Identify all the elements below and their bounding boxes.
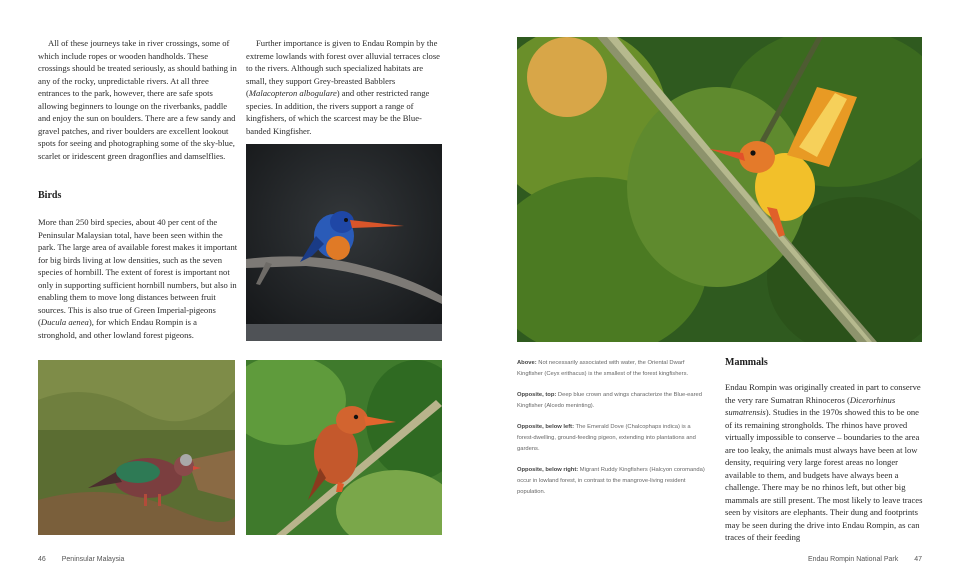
caption-below-left-text: The Emerald Dove (Chalcophaps indica) is a forest-dwelling, ground-feeding pigeon, extending into plantations and gardens.	[517, 424, 696, 452]
left-footer	[38, 556, 238, 563]
col2-text-italic: Malacopteron albogulare	[248, 88, 337, 98]
oriental-dwarf-kingfisher-photo	[517, 37, 922, 342]
caption-below-right-text: Migrant Ruddy Kingfishers (Halcyon coromanda) occur in lowland forest, in contrast to the mangrove-living resident population.	[517, 467, 705, 495]
mammals-heading: Mammals	[725, 357, 768, 368]
caption-opposite-below-right	[517, 465, 707, 498]
mammals-text-a: Endau Rompin was originally created in part to conserve the very rare Sumatran Rhinoceros (	[725, 382, 921, 405]
col1-paragraph: All of these journeys take in river crossings, some of which include ropes or wooden handholds. These crossings should be treated seriously, as should bathing in any of the rocky, unpredictable rivers. At all three entrances to the park, however, there are safe spots allowing beginners to lounge on the riverbanks, paddle and enjoy the sun on boulders. There are a few sandy and gravel patches, and river boulders are excellent lookout spots for seeing and photographing some of the sky-blue, scarlet or iridescent green dragonflies and damselflies.	[38, 38, 237, 161]
birds-section	[38, 190, 238, 341]
mammals-text-italic: Dicerorhinus sumatrensis	[725, 394, 896, 417]
right-running-title: Endau Rompin National Park	[807, 556, 899, 563]
caption-below-left-label: Opposite, below left:	[517, 424, 575, 430]
birds-heading: Birds	[38, 190, 62, 201]
col2-text-b: ) and other restricted range species. In addition, the rivers support a range of kingfishers, of which the scarcest may be the Blue-banded Kingfisher.	[246, 88, 430, 136]
caption-above-text: Not necessarily associated with water, the Oriental Dwarf Kingfisher (Ceyx erithacus) is the smallest of the forest kingfishers.	[517, 360, 689, 377]
col2-paragraph	[246, 37, 444, 137]
caption-above	[517, 358, 707, 380]
birds-text-a: More than 250 bird species, about 40 per cent of the Peninsular Malaysian total, have been seen within the park. The large area of available forest makes it important for big birds living at low densities, such as the seven species of hornbill. The extent of forest is important not only in supporting sufficient hornbill numbers, but also in enabling them to move long distances between fruit sources. This is also true of Green Imperial-pigeons (	[38, 217, 238, 327]
caption-opposite-below-left	[517, 422, 707, 455]
caption-top-label: Opposite, top:	[517, 392, 557, 398]
birds-text-italic: Ducula aenea	[40, 317, 89, 327]
caption-top-text: Deep blue crown and wings characterize the Blue-eared Kingfisher (Alcedo meninting).	[517, 392, 702, 409]
ruddy-kingfisher-photo	[246, 360, 442, 535]
birds-text-b: ), for which Endau Rompin is a stronghold, and other lowland forest pigeons.	[38, 317, 197, 340]
mammals-paragraph	[725, 381, 923, 544]
birds-paragraph	[38, 216, 238, 341]
caption-below-right-label: Opposite, below right:	[517, 467, 579, 473]
mammals-text-b: ). Studies in the 1970s showed this to be one of its remaining strongholds. The rhinos have proved virtually impossible to conserve – boundaries to the area are too leaky, the animals must always have been at low density, requiring very large forest areas no longer available to them, and budgets have always been a challenge. There may be no rhinos left, but other big mammals are still present. The most likely to leave traces seen by visitors are elephants. Their dung and footprints may be seen during the drive into Endau Rompin, as can traces of their feeding	[725, 407, 923, 542]
captions-block	[517, 358, 707, 508]
left-column-1	[38, 37, 238, 162]
blue-eared-kingfisher-photo	[246, 144, 442, 341]
left-column-2	[246, 37, 444, 137]
mammals-section	[725, 357, 923, 544]
emerald-dove-photo	[38, 360, 235, 535]
left-page-number: 46	[38, 556, 46, 563]
col2-text-a: Further importance is given to Endau Rompin by the extreme lowlands with forest over alluvial terraces close to the rivers. Although such specialized habitats are small, they support Grey-breasted Babblers (	[246, 38, 441, 98]
right-page-number: 47	[914, 556, 922, 563]
caption-above-label: Above:	[517, 360, 537, 366]
right-footer	[722, 556, 922, 563]
left-running-title: Peninsular Malaysia	[61, 556, 125, 563]
caption-opposite-top	[517, 390, 707, 412]
